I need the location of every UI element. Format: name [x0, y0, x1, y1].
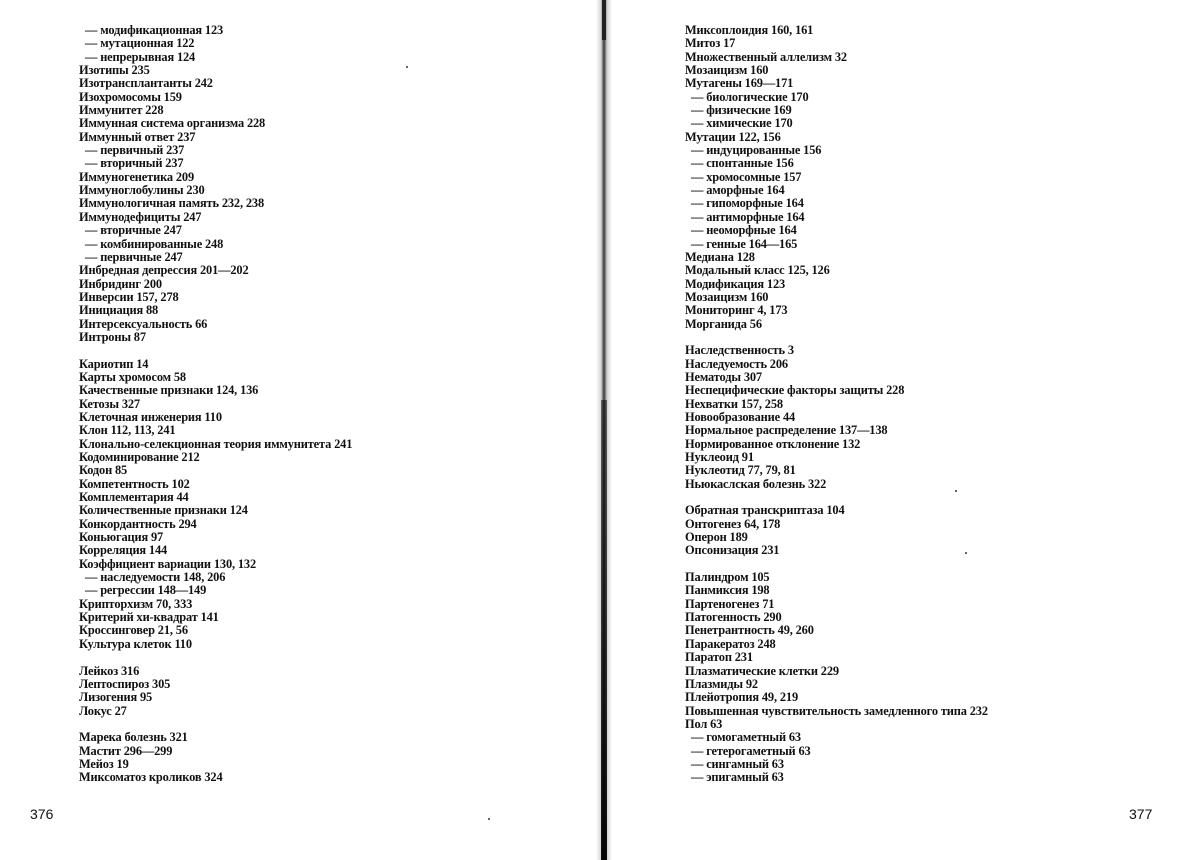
index-subentry: — гетерогаметный 63 [691, 743, 811, 758]
index-subentry: — гомогаметный 63 [691, 730, 801, 745]
index-entry: Крипторхизм 70, 333 [79, 596, 193, 611]
index-subentry: — вторичные 247 [85, 223, 182, 238]
index-entry: Мутагены 169—171 [685, 76, 794, 91]
index-entry: Лизогения 95 [79, 690, 153, 705]
index-subentry: — первичные 247 [85, 249, 183, 264]
index-entry: Нуклеотид 77, 79, 81 [685, 463, 796, 478]
index-entry: Иммунитет 228 [79, 103, 164, 118]
index-entry: Пенетрантность 49, 260 [685, 623, 814, 638]
index-entry: Партеногенез 71 [685, 596, 775, 611]
index-subentry: — хромосомные 157 [691, 169, 802, 184]
index-subentry: — наследуемости 148, 206 [85, 570, 226, 585]
index-entry: Кетозы 327 [79, 396, 140, 411]
section-spacer [79, 651, 579, 664]
index-subentry: — вторичный 237 [85, 156, 184, 171]
index-subentry: — сингамный 63 [691, 756, 784, 771]
index-entry: Интроны 87 [79, 329, 146, 344]
index-entry: Мастит 296—299 [79, 743, 173, 758]
scan-speck [955, 490, 957, 492]
index-entry: Неспецифические факторы защиты 228 [685, 383, 905, 398]
index-subentry: — антиморфные 164 [691, 209, 805, 224]
index-entry: Лептоспироз 305 [79, 676, 171, 691]
index-entry: Кроссинговер 21, 56 [79, 623, 188, 638]
left-index-list [79, 24, 579, 785]
index-entry: Миксоматоз кроликов 324 [79, 770, 223, 785]
index-entry: Нормированное отклонение 132 [685, 436, 861, 451]
index-entry: Патогенность 290 [685, 610, 782, 625]
index-entry: Повышенная чувствительность замедленного типа 232 [685, 703, 988, 718]
index-entry: Пол 63 [685, 716, 723, 731]
index-entry: Плазмиды 92 [685, 676, 758, 691]
index-entry: Корреляция 144 [79, 543, 168, 558]
index-entry: Нехватки 157, 258 [685, 396, 783, 411]
index-entry: Морганида 56 [685, 316, 762, 331]
left-page-number: 376 [30, 806, 54, 822]
index-entry: Модификация 123 [685, 276, 786, 291]
index-subentry: — спонтанные 156 [691, 156, 794, 171]
index-entry: Инбридинг 200 [79, 276, 162, 291]
index-entry: Нуклеоид 91 [685, 450, 754, 464]
index-entry: Панмиксия 198 [685, 583, 770, 598]
index-subentry: — мутационная 122 [85, 36, 195, 51]
section-spacer [79, 344, 579, 357]
index-entry: Палиндром 105 [685, 570, 770, 585]
index-entry: Кариотип 14 [79, 356, 149, 371]
section-spacer [685, 491, 1185, 504]
index-entry: Иммуногенетика 209 [79, 169, 195, 184]
index-entry: Наследственность 3 [685, 343, 794, 358]
index-entry: Комплементария 44 [79, 490, 189, 505]
index-entry: Плейотропия 49, 219 [685, 690, 798, 705]
index-entry: Кодон 85 [79, 463, 128, 478]
index-entry: Локус 27 [79, 703, 127, 718]
index-subentry: — комбинированные 248 [85, 236, 224, 251]
index-entry: Изотрансплантанты 242 [79, 76, 213, 91]
index-entry: Конкордантность 294 [79, 516, 197, 531]
index-entry: Клон 112, 113, 241 [79, 423, 176, 438]
index-entry: Модальный класс 125, 126 [685, 263, 830, 278]
index-entry: Новообразование 44 [685, 409, 796, 424]
index-entry: Иммунная система организма 228 [79, 116, 266, 131]
index-entry: Иммунологичная память 232, 238 [79, 196, 265, 211]
index-entry: Паратоп 231 [685, 650, 753, 665]
index-entry: Мозаицизм 160 [685, 289, 769, 304]
index-entry: Марека болезнь 321 [79, 730, 188, 745]
index-entry: Лейкоз 316 [79, 663, 140, 678]
index-entry: Инверсии 157, 278 [79, 289, 179, 304]
index-entry: Карты хромосом 58 [79, 369, 186, 384]
scan-speck [488, 818, 490, 820]
left-index-column [79, 24, 579, 785]
index-subentry: — индуцированные 156 [691, 143, 822, 158]
index-entry: Инбредная депрессия 201—202 [79, 263, 249, 278]
right-index-list [685, 24, 1185, 785]
scan-speck [406, 66, 408, 68]
index-entry: Паракератоз 248 [685, 636, 776, 651]
index-subentry: — аморфные 164 [691, 183, 785, 198]
index-entry: Наследуемость 206 [685, 356, 788, 371]
index-entry: Изохромосомы 159 [79, 89, 182, 104]
left-page [0, 0, 598, 860]
scan-speck [965, 552, 967, 554]
index-entry: Иммуноглобулины 230 [79, 183, 205, 198]
index-entry: Нормальное распределение 137—138 [685, 423, 888, 438]
section-spacer [79, 718, 579, 731]
index-entry: Онтогенез 64, 178 [685, 516, 781, 531]
index-entry: Миксоплоидия 160, 161 [685, 23, 814, 37]
section-spacer [685, 558, 1185, 571]
index-entry: Иммунодефициты 247 [79, 209, 202, 224]
index-entry: Мониторинг 4, 173 [685, 303, 788, 318]
index-entry: Иммунный ответ 237 [79, 129, 196, 144]
index-entry: Медиана 128 [685, 249, 755, 264]
index-entry: Клеточная инженерия 110 [79, 409, 222, 424]
right-page-number: 377 [1129, 806, 1153, 822]
index-entry: Кодоминирование 212 [79, 450, 200, 464]
book-gutter [596, 0, 612, 860]
index-entry: Количественные признаки 124 [79, 503, 248, 518]
index-entry: Клонально-селекционная теория иммунитета 241 [79, 436, 353, 451]
index-subentry: — химические 170 [691, 116, 793, 131]
index-entry: Митоз 17 [685, 36, 736, 51]
index-subentry: — эпигамный 63 [691, 770, 784, 785]
index-entry: Обратная транскриптаза 104 [685, 503, 845, 518]
index-subentry: — непрерывная 124 [85, 49, 196, 64]
index-subentry: — генные 164—165 [691, 236, 798, 251]
index-entry: Плазматические клетки 229 [685, 663, 839, 678]
index-entry: Коэффициент вариации 130, 132 [79, 556, 257, 571]
index-subentry: — неоморфные 164 [691, 223, 797, 238]
index-entry: Критерий хи-квадрат 141 [79, 610, 219, 625]
index-entry: Культура клеток 110 [79, 636, 192, 651]
right-index-column [685, 24, 1185, 785]
index-entry: Изотипы 235 [79, 63, 150, 78]
index-subentry: — первичный 237 [85, 143, 185, 158]
index-entry: Инициация 88 [79, 303, 159, 318]
index-subentry: — модификационная 123 [85, 23, 224, 37]
index-entry: Опсонизация 231 [685, 543, 780, 558]
index-entry: Мозаицизм 160 [685, 63, 769, 78]
index-entry: Качественные признаки 124, 136 [79, 383, 259, 398]
index-entry: Множественный аллелизм 32 [685, 49, 847, 64]
index-entry: Интерсексуальность 66 [79, 316, 208, 331]
index-entry: Оперон 189 [685, 530, 748, 545]
index-entry: Мутации 122, 156 [685, 129, 781, 144]
index-subentry: — гипоморфные 164 [691, 196, 804, 211]
right-page [612, 0, 1200, 860]
index-entry: Мейоз 19 [79, 756, 129, 771]
index-subentry: — физические 169 [691, 103, 792, 118]
index-subentry: — биологические 170 [691, 89, 809, 104]
index-entry: Коньюгация 97 [79, 530, 164, 545]
section-spacer [685, 331, 1185, 344]
index-entry: Ньюкаслская болезнь 322 [685, 476, 827, 491]
index-entry: Компетентность 102 [79, 476, 190, 491]
index-subentry: — регрессии 148—149 [85, 583, 207, 598]
index-entry: Нематоды 307 [685, 369, 762, 384]
